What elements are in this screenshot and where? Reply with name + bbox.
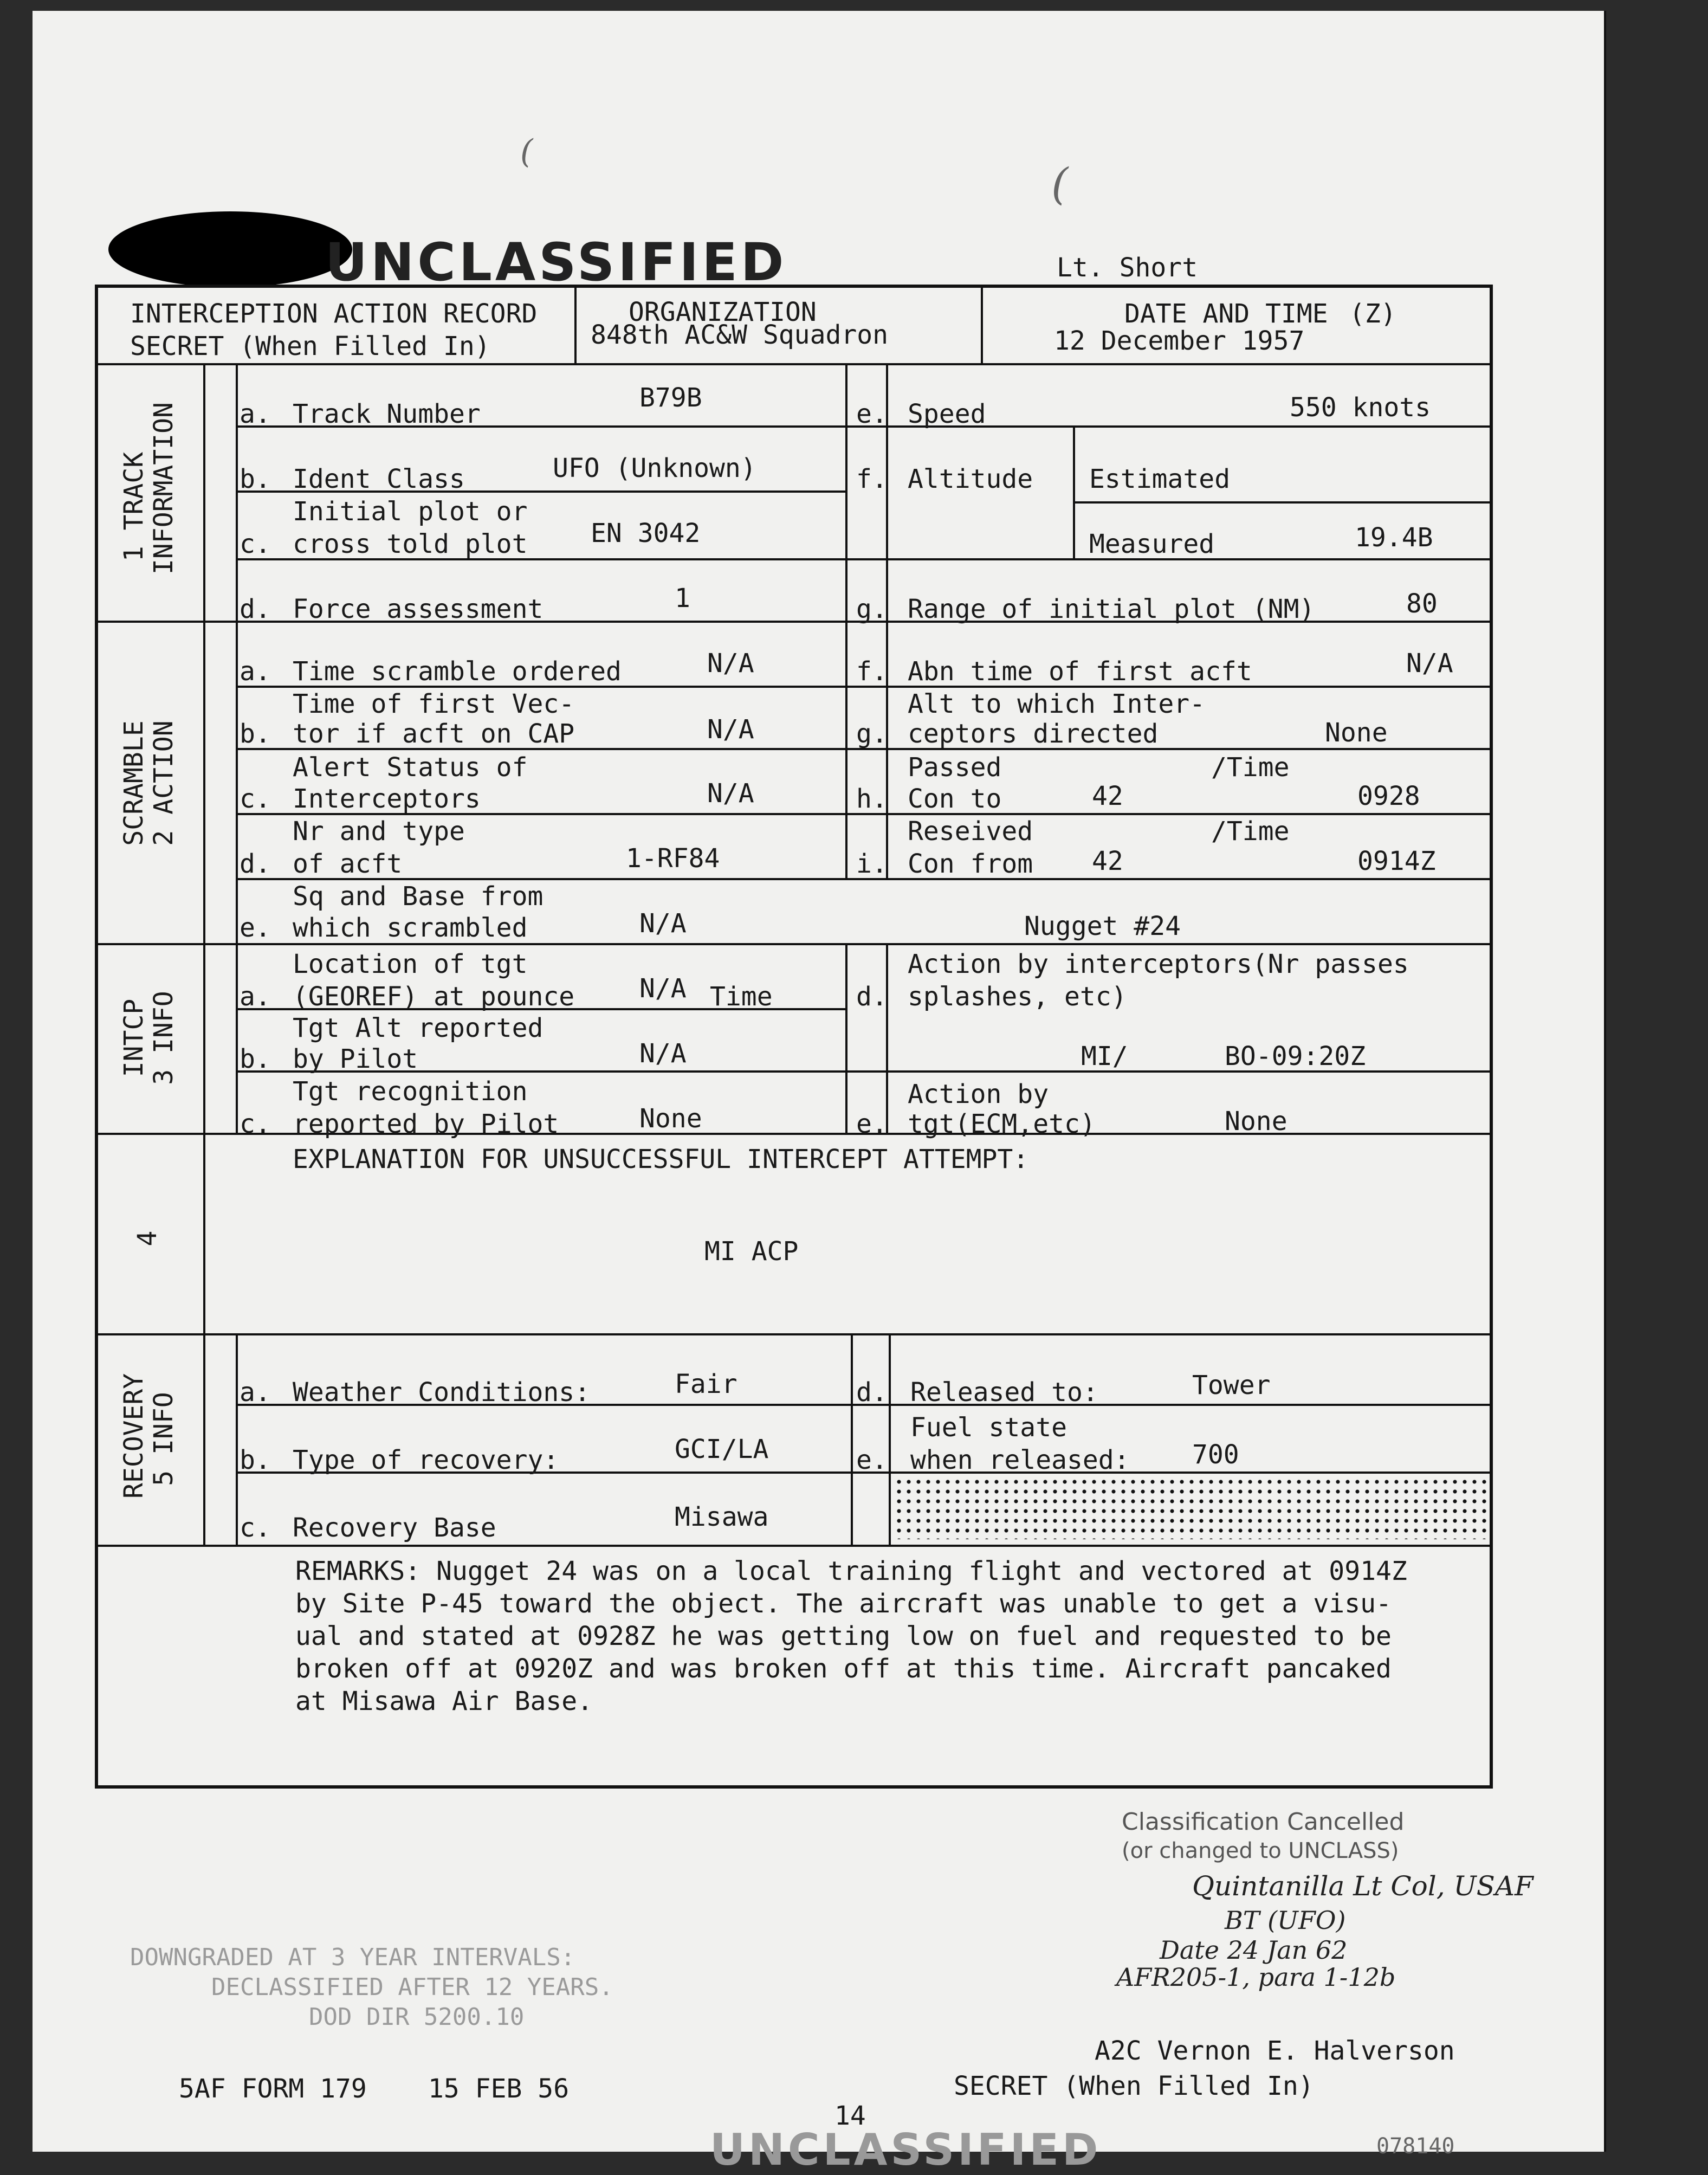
organization-label: ORGANIZATION	[629, 297, 817, 327]
recovery-type-value: GCI/LA	[675, 1434, 769, 1464]
altitude-measured-label: Measured	[1089, 529, 1215, 559]
classification-stamp-bottom: UNCLASSIFIED	[710, 2125, 1102, 2175]
footer-classification: SECRET (When Filled In)	[954, 2071, 1314, 2101]
scramble-base-value: N/A	[639, 908, 687, 939]
declass-by: BT (UFO)	[1225, 1906, 1346, 1935]
remarks-line: broken off at 0920Z and was broken off at this time. Aircraft pancaked	[295, 1654, 1392, 1684]
fuel-state-label-1: Fuel state	[910, 1412, 1067, 1443]
speed-label: Speed	[908, 399, 986, 429]
scramble-base-label-2: which scrambled	[293, 913, 528, 943]
con-to-value: 42	[1092, 781, 1123, 811]
first-vector-label-1: Time of first Vec-	[293, 689, 575, 719]
tgt-action-label-1: Action by	[908, 1079, 1049, 1109]
tgt-alt-value: N/A	[639, 1038, 687, 1069]
passed-time-label: /Time	[1211, 752, 1290, 783]
tgt-recognition-label-1: Tgt recognition	[293, 1076, 528, 1107]
interceptor-alt-value: None	[1325, 718, 1388, 748]
altitude-measured-value: 19.4B	[1355, 522, 1433, 553]
tgt-location-time-label: Time	[710, 982, 773, 1012]
abn-time-label: Abn time of first acft	[908, 656, 1252, 687]
range-label: Range of initial plot (NM)	[908, 594, 1315, 624]
alert-status-value: N/A	[707, 778, 754, 809]
weather-label: Weather Conditions:	[293, 1377, 591, 1408]
initial-plot-label-2: cross told plot	[293, 529, 528, 559]
received-time-label: /Time	[1211, 816, 1290, 847]
aircraft-type-value: 1-RF84	[626, 843, 720, 874]
released-to-value: Tower	[1192, 1370, 1271, 1400]
tgt-recognition-value: None	[639, 1103, 702, 1134]
document-page: ( ( UNCLASSIFIED Lt. Short INTERCEPTION ACTION RECORD SECRET (When Filled In) ORGANIZATION 848th AC&W Squadron DATE AND TIME (Z) 12 December 1957 1 TRACK INFORMATION SCRAMBLE 2 ACTION INTCP 3 INFO 4 RECOVERY 5 INFO a. Track Number B79B b. Ident Class UFO (Unknown) c. Initial plot or cross told plot EN 3042 d. Force assessment 1 e. Speed 550 knots f. Altitude Estimated Measured 19.4B g. Range of initial plot (NM) 80 a. Time scramble ordered N/A b. Time of first Vec- tor if acft on CAP N/A c. Alert Status of Interceptors N/A d. Nr and type of acft 1-RF84 e. Sq and Base from which scrambled N/A f. Abn time of first acft N/A g. Alt to which Inter- ceptors directed None h. Passed Con to /Time 42 0928 i. Reseived Con from /Time 42 0914Z Nugget #24 a. Location of tgt (GEOREF) at pounce N/A Time b. Tgt Alt reported by Pilot N/A c. Tgt recognition reported by Pilot None d. Action by interceptors(Nr passes splashes, etc) MI/ BO-09:20Z e. Action by tgt(ECM,etc) None EXPLANATION FOR UNSUCCESSFUL INTERCEPT ATTEMPT: MI ACP a. Weather Conditions: Fair b. Type of recovery: GCI/LA c. Recovery Base Misawa d. Released to: Tower e. Fuel state when released: 700 REMARKS: Nugget 24 was on a local training flight and vectored at 0914Z by Site P-45 toward the object. The aircraft was unable to get a visu- ual and stated at 0928Z he was getting low on fuel and requested to be broken off at 0920Z and was broken off at this time. Aircraft pancaked at Misawa Air Base. Classification Cancelled (or changed to UNCLASS) Quintanilla Lt Col, USAF BT (UFO) Date 24 Jan 62 AFR205-1, para 1-12b DOWNGRADED AT 3 YEAR INTERVALS: DECLASSIFIED AFTER 12 YEARS. DOD DIR 5200.10 A2C Vernon E. Halverson 5AF FORM 179 15 FEB 56 14 SECRET (When Filled In) UNCLASSIFIED 078140	[33, 11, 1606, 2152]
initial-plot-label-1: Initial plot or	[293, 496, 528, 527]
declass-authority-signature: Quintanilla Lt Col, USAF	[1192, 1870, 1534, 1902]
alert-status-label-1: Alert Status of	[293, 752, 528, 783]
date-value: 12 December 1957	[1054, 326, 1305, 356]
track-number-label: Track Number	[293, 399, 481, 429]
recovery-type-label: Type of recovery:	[293, 1445, 559, 1475]
tgt-action-label-2: tgt(ECM,etc)	[908, 1109, 1096, 1139]
classification-stamp-top: UNCLASSIFIED	[325, 232, 787, 293]
tgt-alt-label-1: Tgt Alt reported	[293, 1013, 544, 1043]
officer-name: Lt. Short	[1057, 253, 1198, 283]
tgt-alt-label-2: by Pilot	[293, 1044, 418, 1074]
tgt-location-value: N/A	[639, 973, 687, 1004]
scramble-base-label-1: Sq and Base from	[293, 881, 544, 912]
date-time-label: DATE AND TIME	[1124, 299, 1328, 329]
document-number: 078140	[1376, 2134, 1455, 2159]
fuel-state-label-2: when released:	[910, 1445, 1130, 1475]
range-value: 80	[1406, 589, 1438, 619]
date-time-zone: (Z)	[1349, 299, 1396, 329]
redaction-blot	[108, 211, 352, 287]
remarks-line: at Misawa Air Base.	[295, 1686, 593, 1716]
first-vector-value: N/A	[707, 714, 754, 745]
interceptor-alt-label-1: Alt to which Inter-	[908, 689, 1206, 719]
pencil-mark: (	[520, 133, 533, 171]
aircraft-type-label-2: of acft	[293, 849, 403, 879]
ident-class-value: UFO (Unknown)	[553, 453, 756, 483]
aircraft-type-label-1: Nr and type	[293, 816, 465, 847]
speed-value: 550 knots	[1290, 392, 1431, 423]
form-title: INTERCEPTION ACTION RECORD	[130, 299, 538, 329]
explanation-label: EXPLANATION FOR UNSUCCESSFUL INTERCEPT ATTEMPT:	[293, 1144, 1029, 1174]
tgt-location-label-1: Location of tgt	[293, 949, 528, 979]
released-to-label: Released to:	[910, 1377, 1098, 1408]
tgt-recognition-label-2: reported by Pilot	[293, 1109, 559, 1139]
interceptor-action-label-2: splashes, etc)	[908, 982, 1127, 1012]
interceptor-alt-label-2: ceptors directed	[908, 719, 1159, 749]
remarks-line: REMARKS: Nugget 24 was on a local training flight and vectored at 0914Z	[295, 1556, 1407, 1586]
declass-date: Date 24 Jan 62	[1160, 1935, 1348, 1965]
track-number-value: B79B	[639, 383, 702, 413]
force-assessment-label: Force assessment	[293, 594, 544, 624]
page-number: 14	[834, 2101, 866, 2131]
altitude-label: Altitude	[908, 464, 1033, 494]
con-from-value: 42	[1092, 846, 1123, 876]
pencil-mark: (	[1051, 159, 1069, 209]
weather-value: Fair	[675, 1369, 737, 1399]
interceptor-action-label-1: Action by interceptors(Nr passes	[908, 949, 1409, 979]
abn-time-value: N/A	[1406, 648, 1453, 679]
remarks-block	[295, 1558, 1487, 1721]
tgt-action-value: None	[1225, 1106, 1288, 1137]
remarks-line: by Site P-45 toward the object. The aircraft was unable to get a visu-	[295, 1589, 1392, 1619]
signer-name: A2C Vernon E. Halverson	[1095, 2036, 1455, 2066]
received-label: Reseived	[908, 816, 1033, 847]
scramble-time-value: N/A	[707, 648, 754, 679]
declassification-stamp	[1116, 1808, 1577, 1992]
section-4-label: 4	[132, 1230, 163, 1247]
received-time-value: 0914Z	[1357, 846, 1436, 876]
alert-status-label-2: Interceptors	[293, 784, 481, 814]
passed-label: Passed	[908, 752, 1002, 783]
explanation-value: MI ACP	[704, 1236, 799, 1267]
con-to-label: Con to	[908, 784, 1002, 814]
form-classification: SECRET (When Filled In)	[130, 331, 490, 362]
fuel-state-value: 700	[1192, 1440, 1239, 1470]
section-1-label: 1 TRACK INFORMATION	[119, 402, 179, 575]
declass-line-2: (or changed to UNCLASS)	[1122, 1838, 1399, 1863]
section-2-label: SCRAMBLE 2 ACTION	[119, 720, 179, 846]
section-5-label: RECOVERY 5 INFO	[119, 1373, 179, 1499]
force-assessment-value: 1	[675, 583, 690, 614]
recovery-base-label: Recovery Base	[293, 1513, 496, 1543]
tgt-location-label-2: (GEOREF) at pounce	[293, 982, 575, 1012]
interceptor-action-value-1: MI/	[1081, 1041, 1128, 1072]
scramble-time-label: Time scramble ordered	[293, 656, 622, 687]
organization-value: 848th AC&W Squadron	[591, 320, 889, 350]
shaded-blank-cell	[894, 1477, 1487, 1539]
ident-class-label: Ident Class	[293, 464, 465, 494]
first-vector-label-2: tor if acft on CAP	[293, 719, 575, 749]
nugget-callsign: Nugget #24	[1024, 911, 1181, 941]
section-3-label: INTCP 3 INFO	[119, 991, 179, 1085]
declass-reference: AFR205-1, para 1-12b	[1116, 1963, 1396, 1992]
form-number: 5AF FORM 179	[179, 2074, 367, 2104]
form-date: 15 FEB 56	[428, 2074, 570, 2104]
passed-time-value: 0928	[1357, 781, 1420, 811]
altitude-estimated-label: Estimated	[1089, 464, 1231, 494]
interceptor-action-value-2: BO-09:20Z	[1225, 1041, 1366, 1072]
declass-line-1: Classification Cancelled	[1122, 1808, 1405, 1836]
initial-plot-value: EN 3042	[591, 518, 701, 548]
remarks-line: ual and stated at 0928Z he was getting low on fuel and requested to be	[295, 1621, 1392, 1651]
recovery-base-value: Misawa	[675, 1502, 769, 1532]
con-from-label: Con from	[908, 849, 1033, 879]
